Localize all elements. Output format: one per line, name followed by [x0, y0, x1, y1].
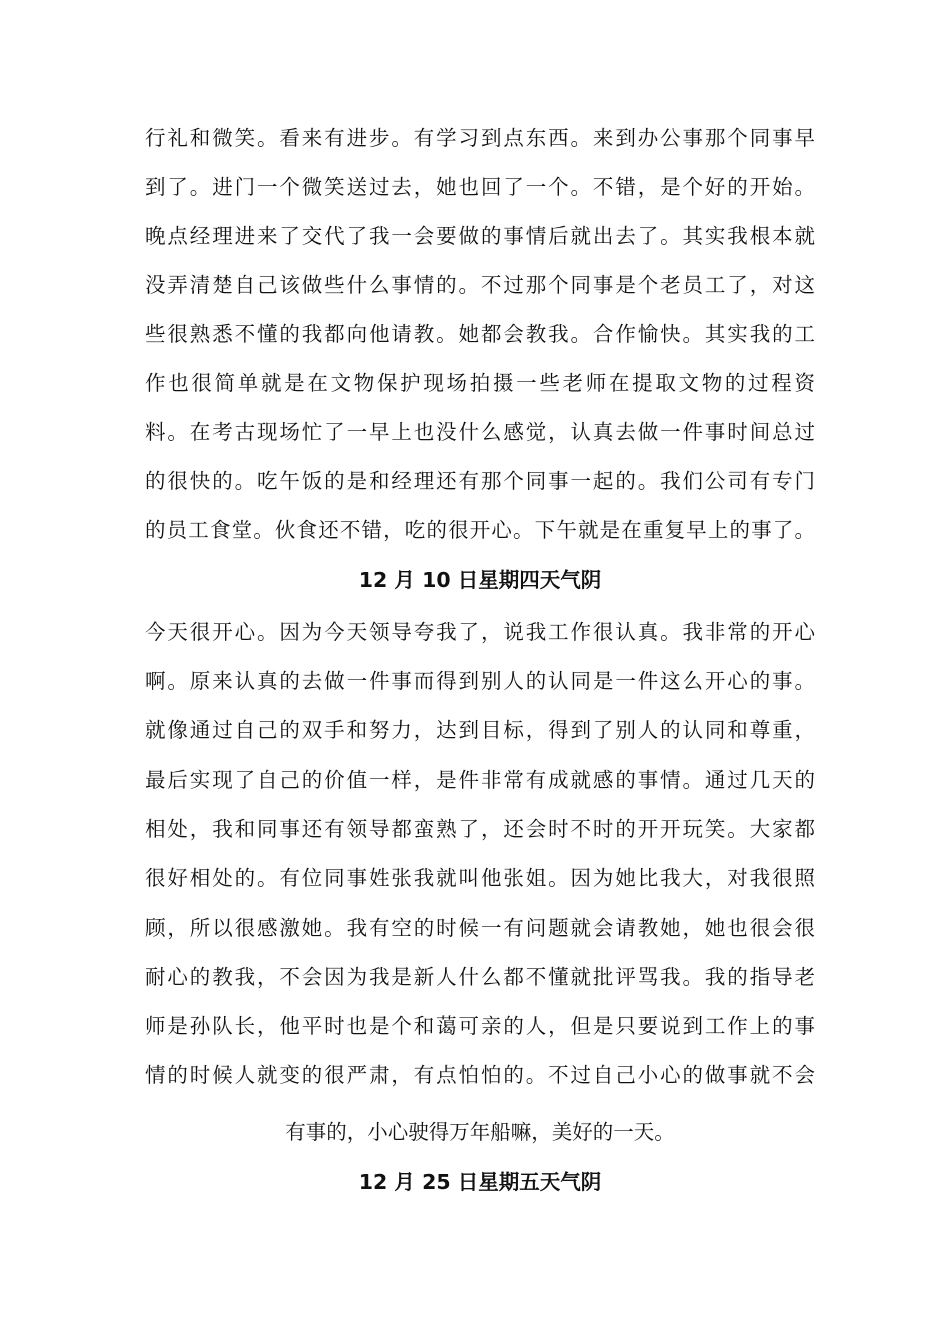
- paragraph-line: 行礼和微笑。看来有进步。有学习到点东西。来到办公事那个同事早: [145, 126, 815, 150]
- paragraph-line: 顾，所以很感激她。我有空的时候一有问题就会请教她，她也很会很: [145, 916, 815, 940]
- paragraph-line: 些很熟悉不懂的我都向他请教。她都会教我。合作愉快。其实我的工: [145, 322, 815, 346]
- paragraph-line: 晚点经理进来了交代了我一会要做的事情后就出去了。其实我根本就: [145, 224, 815, 248]
- paragraph-line: 相处，我和同事还有领导都蛮熟了，还会时不时的开开玩笑。大家都: [145, 817, 815, 841]
- paragraph-line: 师是孙队长，他平时也是个和蔼可亲的人，但是只要说到工作上的事: [145, 1014, 815, 1038]
- paragraph-last-line: 有事的，小心驶得万年船嘛，美好的一天。: [285, 1120, 675, 1144]
- paragraph-line: 今天很开心。因为今天领导夸我了，说我工作很认真。我非常的开心: [145, 620, 815, 644]
- paragraph-line: 作也很简单就是在文物保护现场拍摄一些老师在提取文物的过程资: [145, 371, 815, 395]
- paragraph-line: 就像通过自己的双手和努力，达到目标，得到了别人的认同和尊重，: [145, 718, 815, 742]
- paragraph-line: 的员工食堂。伙食还不错，吃的很开心。下午就是在重复早上的事了。: [145, 518, 815, 542]
- paragraph-line: 情的时候人就变的很严肃，有点怕怕的。不过自己小心的做事就不会: [145, 1063, 815, 1087]
- paragraph-line: 啊。原来认真的去做一件事而得到别人的认同是一件这么开心的事。: [145, 669, 815, 693]
- paragraph-line: 没弄清楚自己该做些什么事情的。不过那个同事是个老员工了，对这: [145, 273, 815, 297]
- paragraph-line: 很好相处的。有位同事姓张我就叫他张姐。因为她比我大，对我很照: [145, 866, 815, 890]
- paragraph-line: 最后实现了自己的价值一样，是件非常有成就感的事情。通过几天的: [145, 768, 815, 792]
- paragraph-line: 料。在考古现场忙了一早上也没什么感觉，认真去做一件事时间总过: [145, 420, 815, 444]
- paragraph-line: 耐心的教我，不会因为我是新人什么都不懂就批评骂我。我的指导老: [145, 965, 815, 989]
- paragraph-line: 的很快的。吃午饭的是和经理还有那个同事一起的。我们公司有专门: [145, 469, 815, 493]
- entry-date-heading: 12 月 10 日星期四天气阴: [358, 568, 602, 592]
- entry-date-heading: 12 月 25 日星期五天气阴: [358, 1170, 602, 1194]
- paragraph-line: 到了。进门一个微笑送过去，她也回了一个。不错，是个好的开始。: [145, 175, 815, 199]
